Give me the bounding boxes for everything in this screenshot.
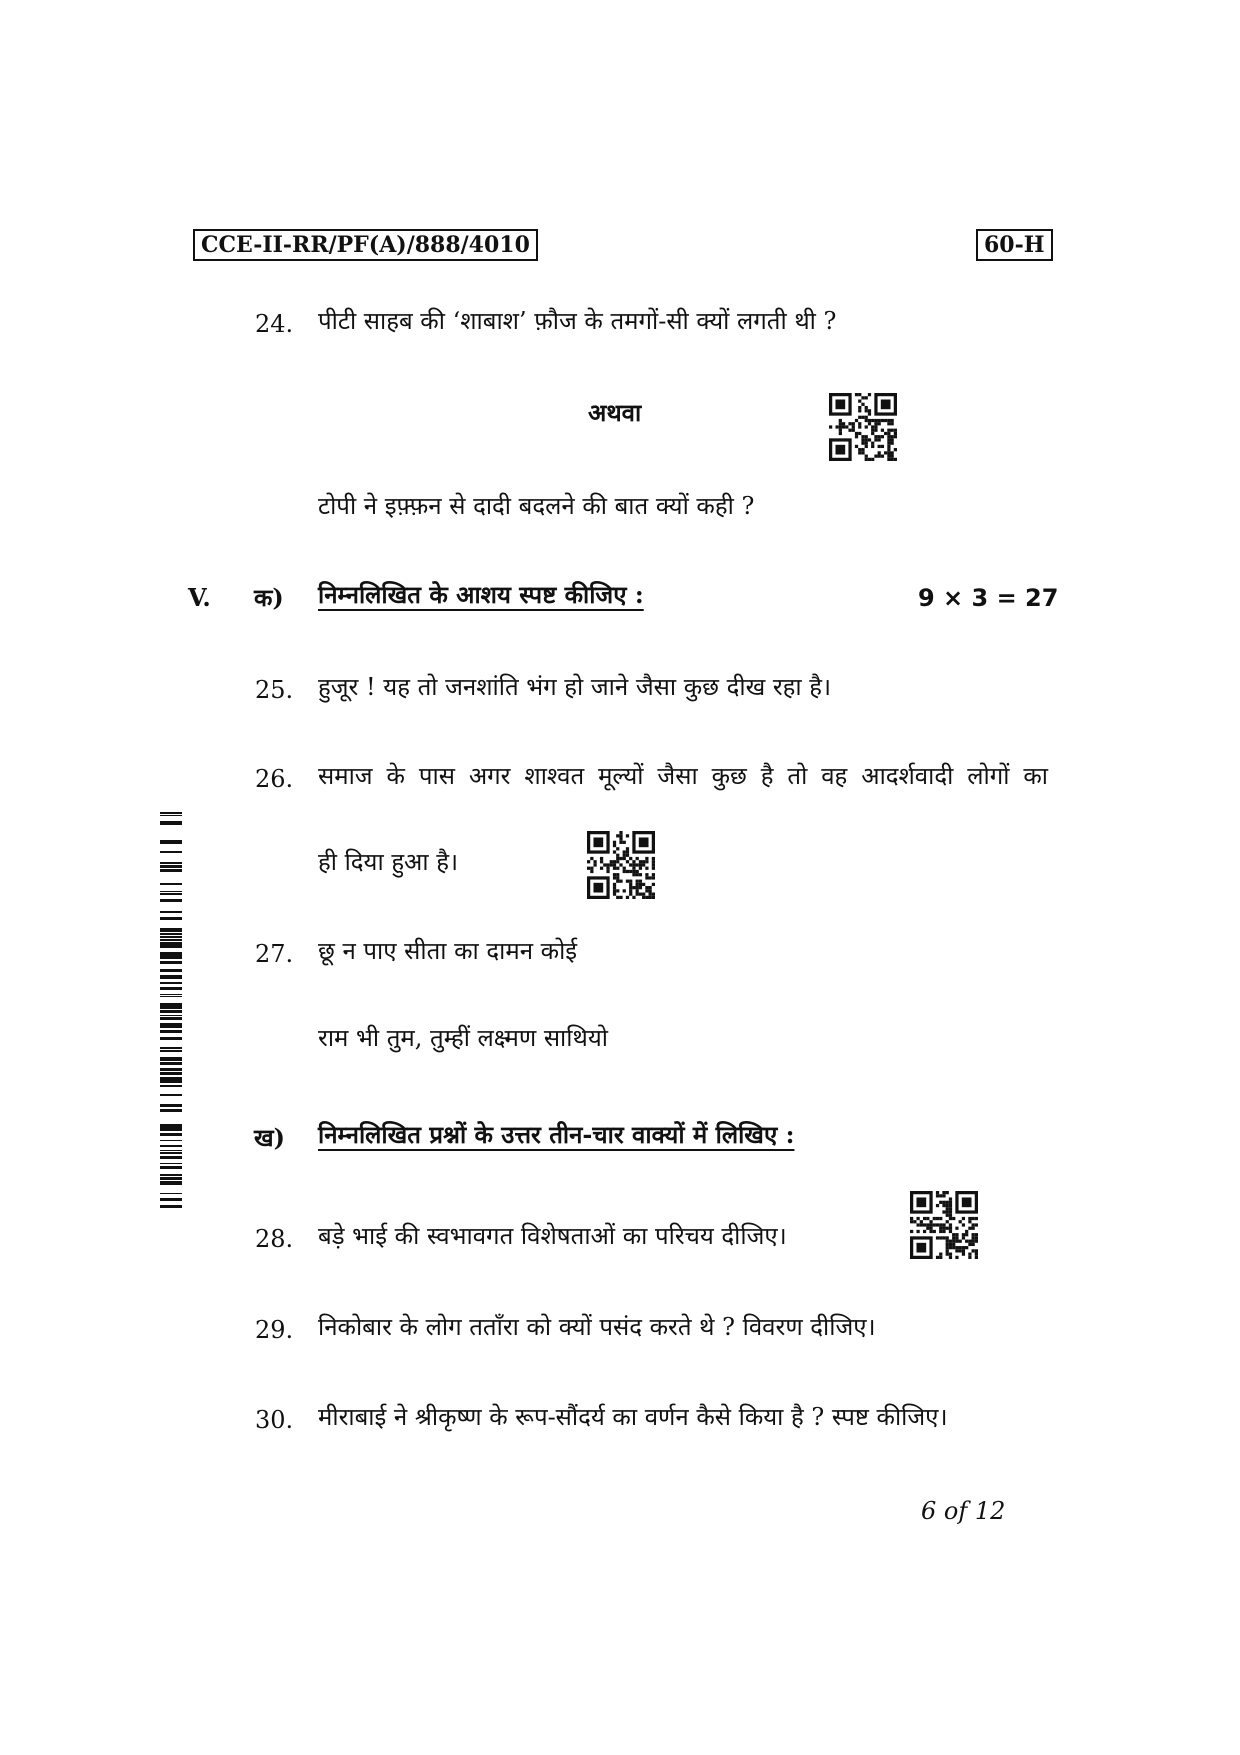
paper-code: CCE-II-RR/PF(A)/888/4010 <box>193 229 538 261</box>
question-number: 30. <box>255 1406 294 1434</box>
qr-code-icon <box>587 831 655 899</box>
question-number: 24. <box>255 310 294 338</box>
question-text-continued: राम भी तुम, तुम्हीं लक्ष्मण साथियो <box>318 1024 608 1052</box>
question-text: समाज के पास अगर शाश्वत मूल्यों जैसा कुछ है तो वह आदर्शवादी लोगों का <box>318 762 1048 790</box>
question-text: बड़े भाई की स्वभावगत विशेषताओं का परिचय दीजिए। <box>318 1222 787 1250</box>
question-number: 27. <box>255 940 294 968</box>
page-total: 12 <box>974 1497 1006 1525</box>
question-text-continued: ही दिया हुआ है। <box>318 848 459 876</box>
page-of: of <box>943 1497 968 1525</box>
qr-code-icon <box>910 1191 978 1259</box>
question-text-alt: टोपी ने इफ़्फ़न से दादी बदलने की बात क्यों कही ? <box>318 492 755 520</box>
part-label: क) <box>254 583 284 612</box>
part-label: ख) <box>254 1123 285 1152</box>
qr-code-icon <box>829 393 897 461</box>
part-instruction: निम्नलिखित के आशय स्पष्ट कीजिए : <box>318 580 644 609</box>
question-text: मीराबाई ने श्रीकृष्ण के रूप-सौंदर्य का वर्णन कैसे किया है ? स्पष्ट कीजिए। <box>318 1403 948 1431</box>
page-current: 6 <box>921 1497 937 1525</box>
question-number: 28. <box>255 1225 294 1253</box>
question-number: 25. <box>255 676 294 704</box>
question-text: छू न पाए सीता का दामन कोई <box>318 937 578 965</box>
barcode-icon <box>160 812 182 1208</box>
question-text: पीटी साहब की ‘शाबाश’ फ़ौज के तमगों-सी क्यों लगती थी ? <box>318 307 837 335</box>
question-number: 26. <box>255 765 294 793</box>
page-number <box>921 1497 1005 1525</box>
question-number: 29. <box>255 1316 294 1344</box>
or-label: अथवा <box>588 398 642 427</box>
question-text: निकोबार के लोग तताँरा को क्यों पसंद करते थे ? विवरण दीजिए। <box>318 1313 876 1341</box>
question-text: हुजूर ! यह तो जनशांति भंग हो जाने जैसा कुछ दीख रहा है। <box>318 673 832 701</box>
subject-code: 60-H <box>976 229 1053 261</box>
section-roman: V. <box>188 583 211 612</box>
part-instruction: निम्नलिखित प्रश्नों के उत्तर तीन-चार वाक्यों में लिखिए : <box>318 1120 795 1149</box>
marks: 9 × 3 = 27 <box>918 584 1059 612</box>
